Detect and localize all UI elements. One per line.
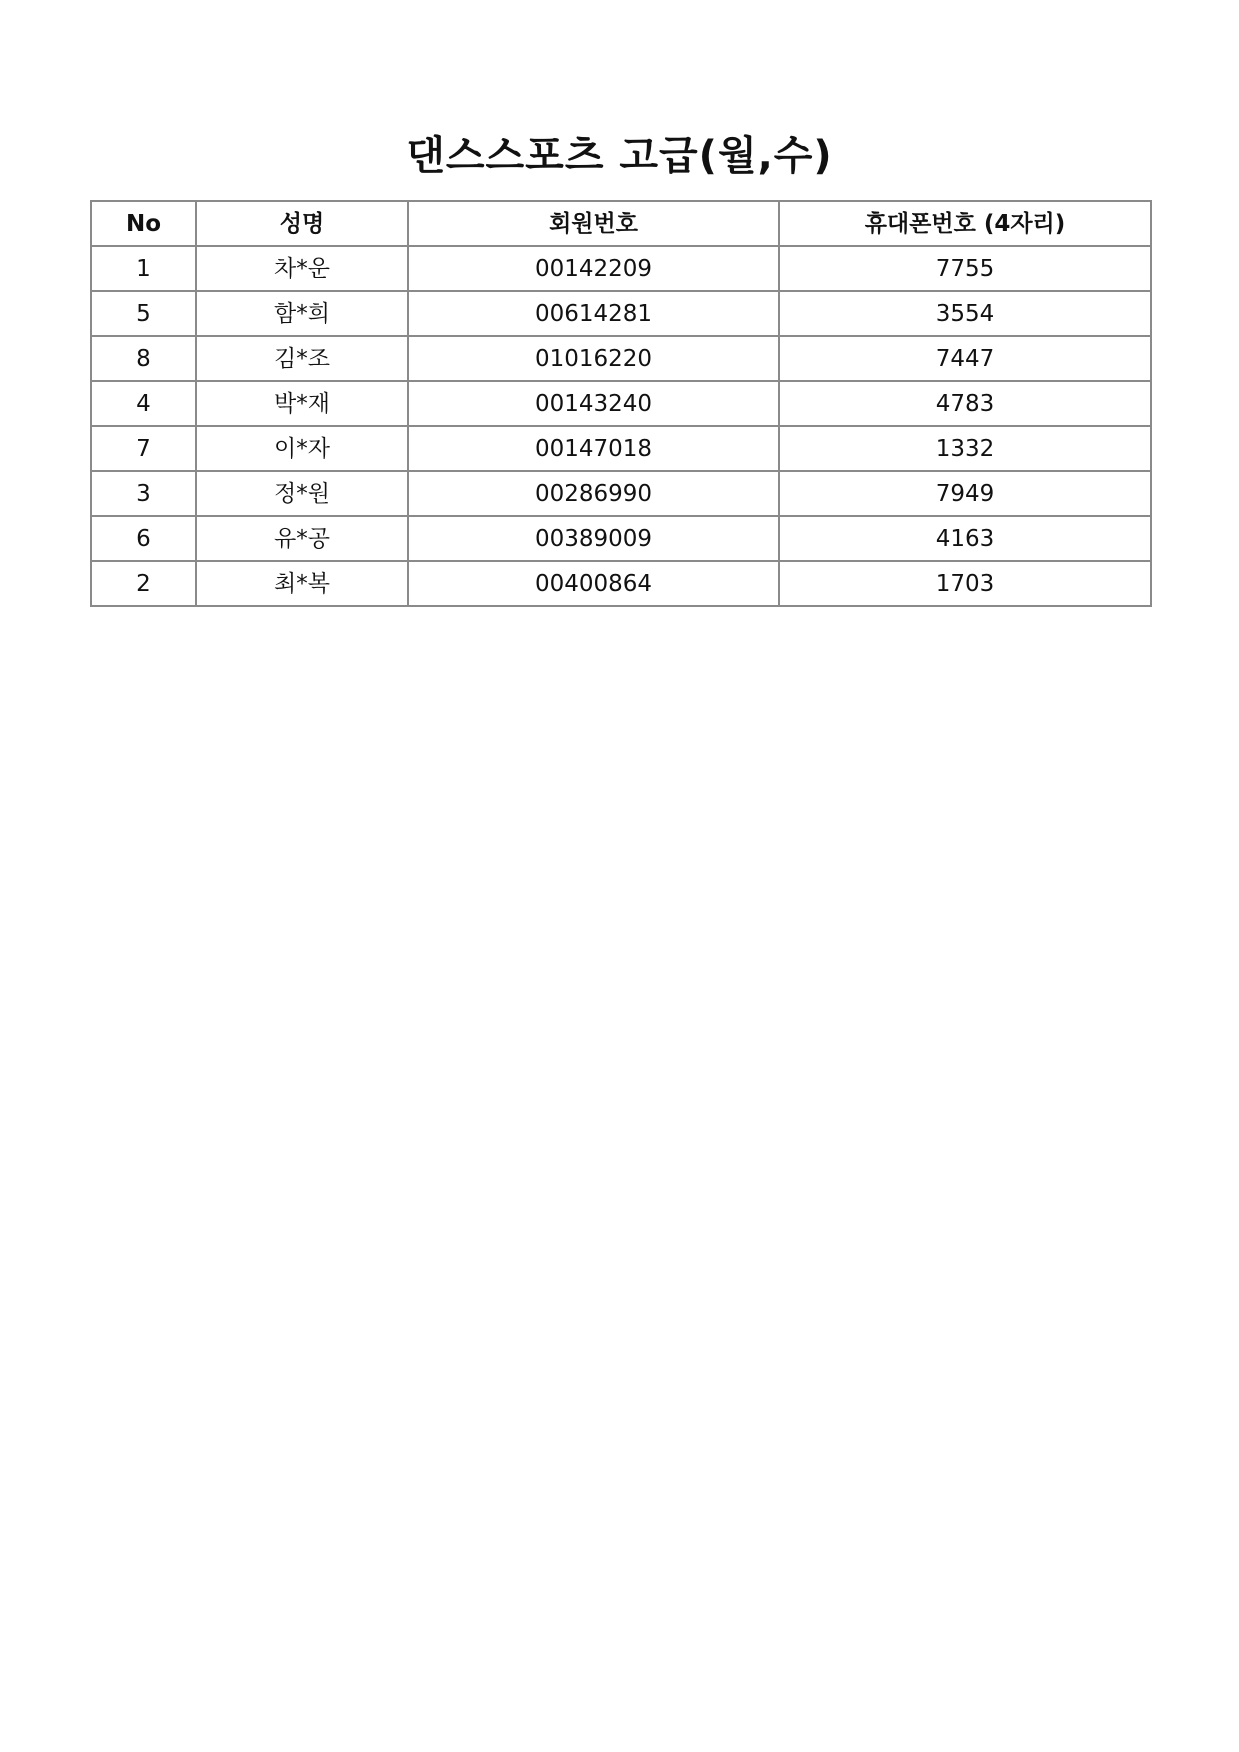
cell-name: 최*복 xyxy=(196,561,408,606)
table-row xyxy=(91,471,1151,516)
column-header-no: No xyxy=(91,201,196,246)
cell-name: 차*운 xyxy=(196,246,408,291)
cell-no: 5 xyxy=(91,291,196,336)
cell-name: 박*재 xyxy=(196,381,408,426)
column-header-name: 성명 xyxy=(196,201,408,246)
cell-member-no: 00286990 xyxy=(408,471,779,516)
cell-no: 4 xyxy=(91,381,196,426)
cell-member-no: 01016220 xyxy=(408,336,779,381)
table-row xyxy=(91,561,1151,606)
cell-name: 유*공 xyxy=(196,516,408,561)
cell-member-no: 00389009 xyxy=(408,516,779,561)
cell-phone: 4163 xyxy=(779,516,1151,561)
cell-member-no: 00142209 xyxy=(408,246,779,291)
column-header-member-no: 회원번호 xyxy=(408,201,779,246)
cell-phone: 7755 xyxy=(779,246,1151,291)
table-row xyxy=(91,246,1151,291)
cell-no: 7 xyxy=(91,426,196,471)
cell-no: 6 xyxy=(91,516,196,561)
cell-phone: 4783 xyxy=(779,381,1151,426)
cell-member-no: 00147018 xyxy=(408,426,779,471)
table-row xyxy=(91,336,1151,381)
cell-phone: 1703 xyxy=(779,561,1151,606)
cell-no: 8 xyxy=(91,336,196,381)
table-row xyxy=(91,381,1151,426)
table-row xyxy=(91,426,1151,471)
column-header-phone: 휴대폰번호 (4자리) xyxy=(779,201,1151,246)
cell-name: 김*조 xyxy=(196,336,408,381)
cell-no: 1 xyxy=(91,246,196,291)
cell-name: 정*원 xyxy=(196,471,408,516)
roster-table xyxy=(90,200,1152,607)
cell-phone: 7447 xyxy=(779,336,1151,381)
table-header-row xyxy=(91,201,1151,246)
cell-phone: 3554 xyxy=(779,291,1151,336)
page-title: 댄스스포츠 고급(월,수) xyxy=(406,133,833,179)
table-body xyxy=(91,246,1151,606)
cell-member-no: 00400864 xyxy=(408,561,779,606)
table-header xyxy=(91,201,1151,246)
table-row xyxy=(91,516,1151,561)
cell-member-no: 00614281 xyxy=(408,291,779,336)
cell-name: 함*희 xyxy=(196,291,408,336)
cell-no: 2 xyxy=(91,561,196,606)
cell-no: 3 xyxy=(91,471,196,516)
table-row xyxy=(91,291,1151,336)
cell-phone: 7949 xyxy=(779,471,1151,516)
cell-name: 이*자 xyxy=(196,426,408,471)
cell-phone: 1332 xyxy=(779,426,1151,471)
cell-member-no: 00143240 xyxy=(408,381,779,426)
